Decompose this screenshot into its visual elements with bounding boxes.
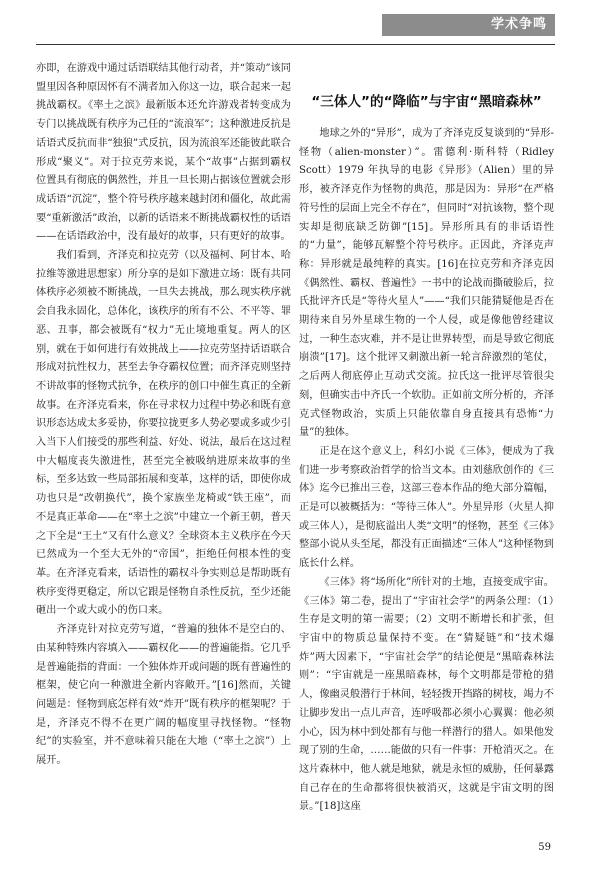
right-paragraph-3: 《三体》将“场所化”所针对的土地，直接变成宇宙。《三体》第二卷，提出了“宇宙社会学”的两条公理：（1）生存是文明的第一需要；（2）文明不断增长和扩张，但宇宙中的物质总量保持不变。在“猜疑链”和“技术爆炸”两大因素下，“宇宙社会学”的结论便是“黑暗森林法则”：“宇宙就是一座黑暗森林，每个文明都是带枪的猎人，像幽灵般潜行于林间，轻轻拨开挡路的树枝，竭力不让脚步发出一点儿声音，连呼吸都必须小心翼翼：他必须小心，因为林中到处都有与他一样潜行的猎人。如果他发现了别的生命，……能做的只有一件事：开枪消灭之。在这片森林中，他人就是地狱，就是永恒的威胁，任何暴露自己存在的生命都将很快被消灭，这就是宇宙文明的图景。”[18]这座	[299, 576, 554, 813]
page-number: 59	[538, 842, 551, 853]
left-column	[36, 60, 291, 771]
header-rule	[36, 44, 555, 45]
right-paragraph-1: 地球之外的“异形”，成为了齐泽克反复谈到的“异形-怪物（alien-monster）”。雷德利·斯科特（Ridley Scott）1979 年执导的电影《异形》（Alien）里的异形，被齐泽克作为怪物的典范，那是因为：异形“在严格符号性的层面上完全不存在”，但同时“对抗该物，整个现实却是彻底缺乏防御”[15]。异形所具有的非话语性的“力量”，能够瓦解整个符号秩序。正因此，齐泽克声称：异形就是最纯粹的真实。[16]在拉克劳和齐泽克因《偶然性、霸权、普遍性》一书中的论战而撕破脸后，拉氏批评齐氏是“等待火星人”——“我们只能猜疑他是否在期待来自另外星球生物的一个人侵，或是像他曾经建议过，一种生态灾难，并不是让世界转型，而是导致它彻底崩溃”[17]。这个批评又刺激出新一轮言辞激烈的笔仗，之后两人彻底停止互动式交流。拉氏这一批评尽管很尖刻，但确实击中齐氏一个软肋。正如前文所分析的，齐泽克式怪物政治，实质上只能依靠自身直接具有恐怖“力量”的独体。	[299, 128, 554, 439]
section-tag: 学术争鸣	[382, 14, 555, 36]
left-paragraph-2: 我们看到，齐泽克和拉克劳（以及福柯、阿甘本、哈拉维等激进思想家）所分享的是如下激进立场：既有共同体秩序必须被不断挑战，一旦失去挑战，那么现实秩序就会自我永固化，总体化，该秩序的所有不公、不平等、罪恶、丑事，都会被既有“权力”无止境地重复。两人的区别，就在于如何进行有效挑战上——拉克劳坚持话语联合形成对抗性权力，甚至去争夺霸权位置；而齐泽克则坚持不讲故事的怪物式抗争，在秩序的创口中催生真正的全新故事。在齐泽克看来，你在寻求权力过程中势必和既有意识形态达成太多妥协，你要拉拢更多人势必要或多或少引入当下人们接受的那些利益、好处、说法，最后在这过程中大幅度丧失激进性，甚至完全被吸纳进原来故事的坐标，至多达致一些局部拓展和变革，这样的话，即使你成功也只是“改朝换代”，换个家族坐龙椅或“铁王座”，而不是真正革命——在“率土之滨”中建立一个新王朝，普天之下全是“王土”又有什么意义？全球资本主义秩序在今天已然成为一个至大无外的“帝国”，拒绝任何根本性的变革。在齐泽克看来，话语性的霸权斗争实则总是帮助既有秩序变得更稳定，所以它跟是怪物自杀性反抗，至少还能砸出一个或大或小的伤口来。	[36, 250, 291, 617]
left-paragraph-3: 齐泽克针对拉克劳写道，“普遍的独体不是空白的、由某种特殊内容填入——霸权化——的普遍能指。它几乎是普遍能指的背面：一个独体炸开或问题的既有普遍性的框架，使它向一种激进全新内容敞开。”[16]然而，关键问题是：怪物到底怎样有效“炸开”既有秩序的框架呢？于是，齐泽克不得不在更广阔的幅度里寻找怪物。“怪物纪”的实验室，并不意味着只能在大地（“率土之滨”）上展开。	[36, 624, 291, 767]
right-paragraph-2: 正是在这个意义上，科幻小说《三体》，便成为了我们进一步考察政治哲学的恰当文本。由刘慈欣创作的《三体》迄今已推出三卷，这部三卷本作品的绝大部分篇幅，正是可以被概括为：“等待三体人”。外星异形（火星人抑或三体人），是彻底溢出人类“文明”的怪物，甚至《三体》整部小说从头至尾，都没有正面描述“三体人”这种怪物到底长什么样。	[299, 445, 554, 570]
right-column	[299, 125, 554, 817]
left-paragraph-1: 亦即，在游戏中通过话语联结其他行动者，并“策动”该同盟里因各种原因怀有不满者加入你这一边，联合起来一起挑战霸权。《率土之滨》最新版本还允许游戏者转变成为专门以挑战既有秩序为己任的“流浪军”；这种激进反抗是话语式反抗而非“独狼”式反抗，因为流浪军还能彼此联合形成“聚义”。对于拉克劳来说，某个“故事”占据到霸权位置具有彻底的偶然性，并且一旦长期占据该位置就会形成话语“沉淀”，整个符号秩序越来越封闭和僵化，故此需要“重新激活”政治，以新的话语来不断挑战霸权性的话语——在话语政治中，没有最好的故事，只有更好的故事。	[36, 63, 291, 243]
article-title: “三体人”的“降临”与宇宙“黑暗森林”	[311, 94, 542, 110]
